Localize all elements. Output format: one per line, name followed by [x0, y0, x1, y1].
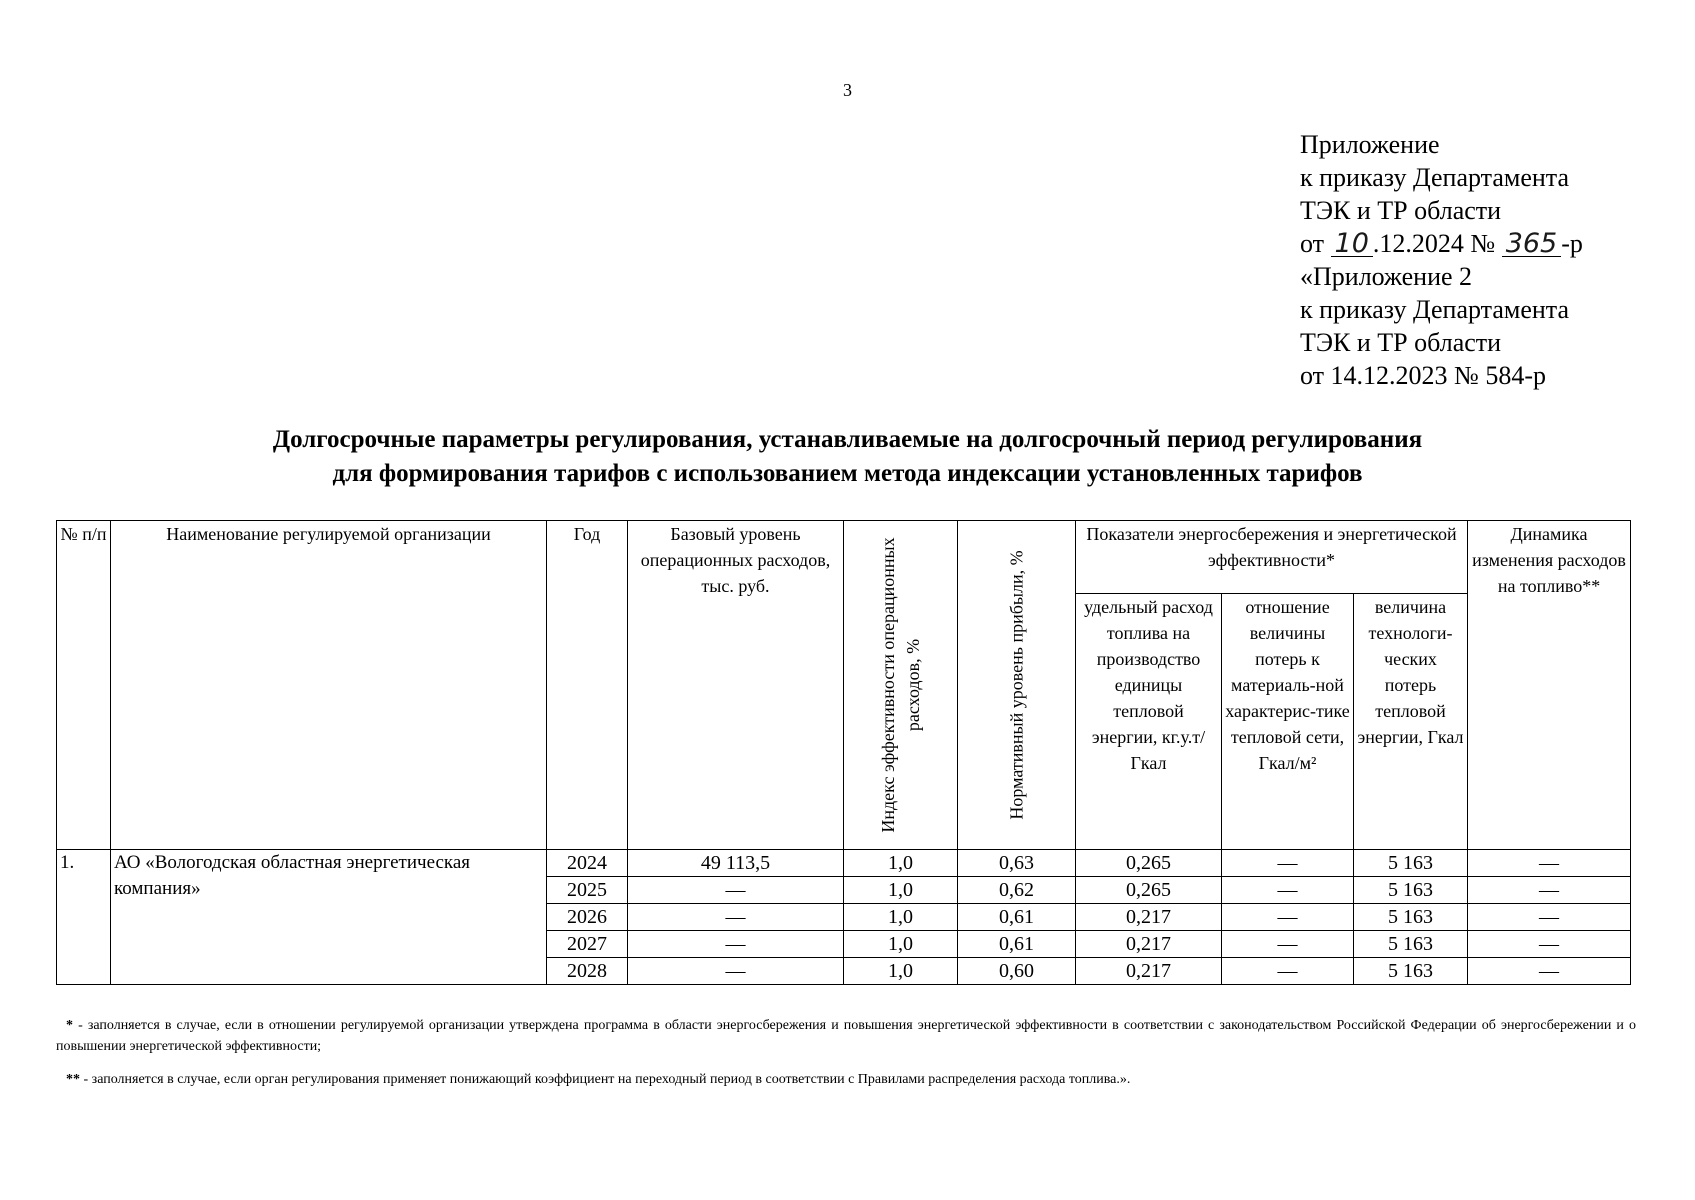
cell-index: 1,0 — [844, 904, 958, 931]
appendix-date-line — [1300, 227, 1583, 260]
footnote-1 — [56, 1015, 1636, 1057]
cell-dynamics: — — [1468, 877, 1631, 904]
cell-fuel: 0,265 — [1076, 850, 1222, 877]
footnote-2-text: - заполняется в случае, если орган регулирования применяет понижающий коэффициент на переходный период в соответствии с Правилами распределения расхода топлива.». — [83, 1072, 1131, 1087]
cell-base: — — [628, 904, 844, 931]
appendix-line: Приложение — [1300, 130, 1440, 159]
document-title — [0, 423, 1695, 491]
header-tech-losses: величина технологи-ческих потерь тепловой энергии, Гкал — [1354, 594, 1468, 850]
cell-base: — — [628, 877, 844, 904]
header-num: № п/п — [57, 521, 111, 850]
cell-year: 2025 — [547, 877, 628, 904]
footnote-1-text: - заполняется в случае, если в отношении регулируемой организации утверждена программа в области энергосбережения и повышения энергетической эффективности в соответствии с законодательством Российской Федерации об энергосбережении и о повышении энергетической эффективности; — [56, 1018, 1636, 1054]
cell-losses: 5 163 — [1354, 850, 1468, 877]
appendix-line: «Приложение 2 — [1300, 262, 1473, 291]
cell-base: 49 113,5 — [628, 850, 844, 877]
header-profit-text: Нормативный уровень прибыли, % — [1006, 550, 1026, 820]
title-line-1: Долгосрочные параметры регулирования, устанавливаемые на долгосрочный период регулирования — [272, 426, 1423, 453]
header-year: Год — [547, 521, 628, 850]
cell-fuel: 0,217 — [1076, 904, 1222, 931]
header-name: Наименование регулируемой организации — [111, 521, 547, 850]
cell-dynamics: — — [1468, 958, 1631, 985]
cell-year: 2026 — [547, 904, 628, 931]
cell-ratio: — — [1222, 877, 1354, 904]
cell-year: 2027 — [547, 931, 628, 958]
org-num: 1. — [57, 850, 111, 985]
cell-profit: 0,63 — [958, 850, 1076, 877]
appendix-line: ТЭК и ТР области — [1300, 196, 1502, 225]
cell-base: — — [628, 931, 844, 958]
parameters-table — [56, 520, 1631, 985]
cell-ratio: — — [1222, 958, 1354, 985]
appendix-line: к приказу Департамента — [1300, 295, 1570, 324]
cell-dynamics: — — [1468, 931, 1631, 958]
cell-ratio: — — [1222, 850, 1354, 877]
cell-index: 1,0 — [844, 958, 958, 985]
appendix-line: к приказу Департамента — [1300, 163, 1570, 192]
cell-dynamics: — — [1468, 904, 1631, 931]
cell-index: 1,0 — [844, 877, 958, 904]
cell-fuel: 0,217 — [1076, 958, 1222, 985]
cell-ratio: — — [1222, 931, 1354, 958]
header-index — [844, 521, 958, 850]
date-prefix: от — [1300, 229, 1325, 258]
cell-dynamics: — — [1468, 850, 1631, 877]
cell-losses: 5 163 — [1354, 877, 1468, 904]
page-number: 3 — [843, 80, 852, 100]
cell-losses: 5 163 — [1354, 958, 1468, 985]
cell-year: 2028 — [547, 958, 628, 985]
cell-fuel: 0,265 — [1076, 877, 1222, 904]
footnote-2 — [56, 1069, 1636, 1090]
header-dynamics: Динамика изменения расходов на топливо** — [1468, 521, 1631, 850]
header-fuel-rate: удельный расход топлива на производство единицы тепловой энергии, кг.у.т/Гкал — [1076, 594, 1222, 850]
header-loss-ratio: отношение величины потерь к материаль-ной характерис-тике тепловой сети, Гкал/м² — [1222, 594, 1354, 850]
header-index-text: Индекс эффективности операционных расходов, % — [877, 537, 923, 833]
appendix-line: ТЭК и ТР области — [1300, 328, 1502, 357]
appendix-line: от 14.12.2023 № 584-р — [1300, 361, 1546, 390]
cell-profit: 0,60 — [958, 958, 1076, 985]
header-profit — [958, 521, 1076, 850]
order-suffix: -р — [1561, 229, 1583, 258]
appendix-block — [1300, 128, 1583, 392]
cell-profit: 0,61 — [958, 904, 1076, 931]
date-rest: .12.2024 № — [1372, 229, 1496, 258]
footnotes — [56, 1015, 1636, 1102]
title-line-2: для формирования тарифов с использованием метода индексации установленных тарифов — [332, 460, 1363, 487]
cell-profit: 0,62 — [958, 877, 1076, 904]
handwritten-day: 10 — [1331, 232, 1373, 257]
header-base: Базовый уровень операционных расходов, тыс. руб. — [628, 521, 844, 850]
cell-fuel: 0,217 — [1076, 931, 1222, 958]
cell-losses: 5 163 — [1354, 931, 1468, 958]
cell-profit: 0,61 — [958, 931, 1076, 958]
handwritten-order-number: 365 — [1502, 232, 1562, 257]
cell-losses: 5 163 — [1354, 904, 1468, 931]
footnote-2-mark: ** — [66, 1072, 80, 1087]
table-row — [57, 850, 1631, 877]
cell-index: 1,0 — [844, 931, 958, 958]
header-energy-group: Показатели энергосбережения и энергетической эффективности* — [1076, 521, 1468, 594]
cell-base: — — [628, 958, 844, 985]
cell-year: 2024 — [547, 850, 628, 877]
footnote-1-mark: * — [66, 1018, 73, 1033]
org-name: АО «Вологодская областная энергетическая компания» — [111, 850, 547, 985]
cell-ratio: — — [1222, 904, 1354, 931]
cell-index: 1,0 — [844, 850, 958, 877]
